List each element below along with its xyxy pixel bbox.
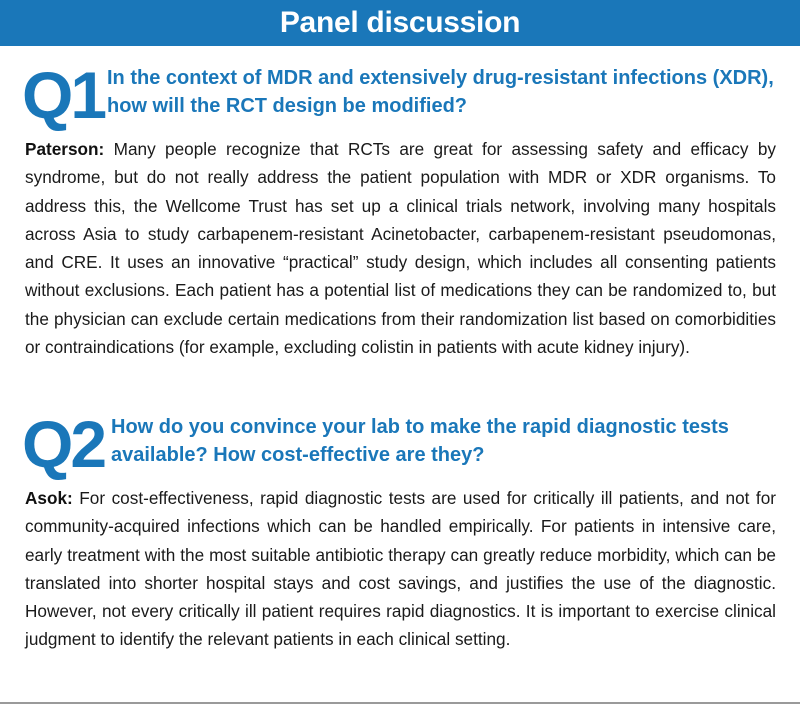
question-1 <box>22 58 778 134</box>
answer-text: For cost-effectiveness, rapid diagnostic tests are used for critically ill patients, and not for community-acquired infections which can be handled empirically. For patients in intensive care, early treatment with the most suitable antibiotic therapy can greatly reduce morbidity, which can be translated into shorter hospital stays and cost savings, and justifies the use of the diagnostic. However, not every critically ill patient requires rapid diagnostics. It is important to exercise clinical judgment to identify the relevant patients in each clinical setting. <box>25 488 776 650</box>
question-number: Q1 <box>22 58 105 132</box>
answer-2 <box>25 484 776 654</box>
speaker-name: Paterson: <box>25 139 105 159</box>
answer-text: Many people recognize that RCTs are great for assessing safety and efficacy by syndrome, but do not really address the patient population with MDR or XDR organisms. To address this, the Wellcome Trust has set up a clinical trials network, involving many hospitals across Asia to study carbapenem-resistant Acinetobacter, carbapenem-resistant pseudomonas, and CRE. It uses an innovative “practical” study design, which includes all consenting patients without exclusions. Each patient has a potential list of medications they can be randomized to, but the physician can exclude certain medications from their randomization list based on comorbidities or contraindications (for example, excluding colistin in patients with acute kidney injury). <box>25 139 777 358</box>
question-number: Q2 <box>22 407 105 481</box>
speaker-name: Asok: <box>25 488 73 508</box>
page-title: Panel discussion <box>279 6 521 39</box>
bottom-divider <box>0 702 800 704</box>
question-text: In the context of MDR and extensively drug-resistant infections (XDR), how will the RCT design be modified? <box>107 67 774 117</box>
question-2 <box>22 407 778 483</box>
header-bar <box>0 0 800 46</box>
question-text: How do you convince your lab to make the rapid diagnostic tests available? How cost-effective are they? <box>111 416 729 466</box>
answer-1 <box>25 135 776 361</box>
